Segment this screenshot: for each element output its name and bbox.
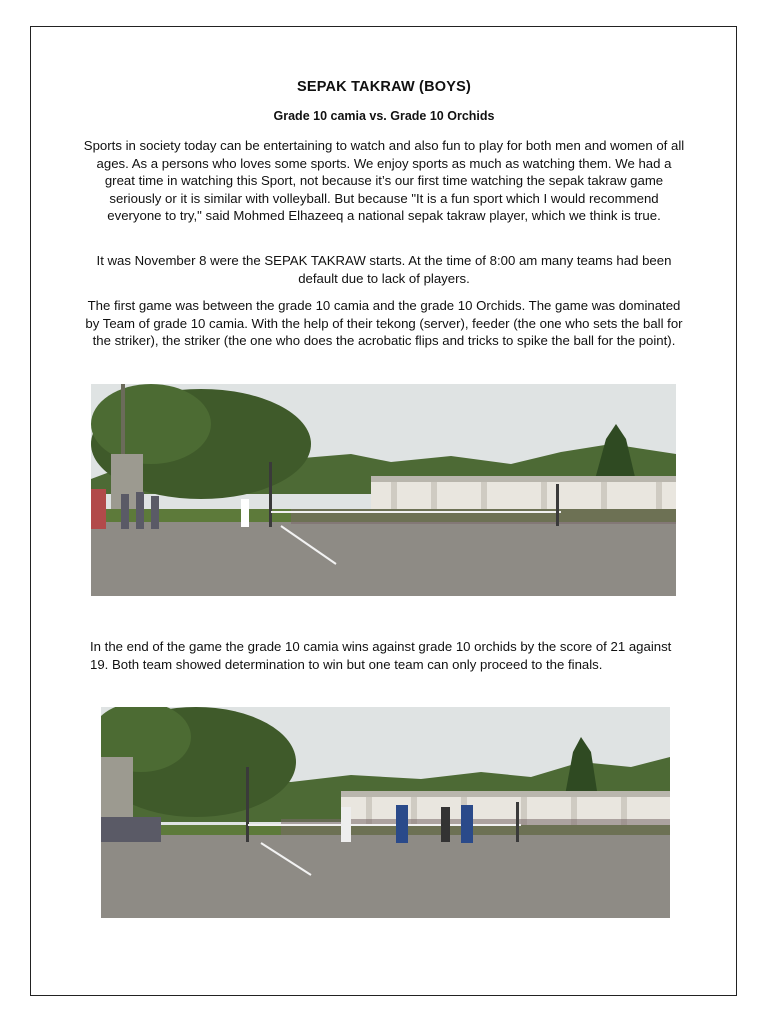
document-subtitle: Grade 10 camia vs. Grade 10 Orchids [273,109,495,123]
document-title: SEPAK TAKRAW (BOYS) [296,79,472,95]
game-photo-1 [91,384,676,596]
game-photo-2 [101,707,670,918]
paragraph-date: It was November 8 were the SEPAK TAKRAW starts. At the time of 8:00 am many teams had been default due to lack of players. [96,253,672,286]
paragraph-intro: Sports in society today can be entertaining to watch and also fun to play for both men and women of all ages. As a persons who loves some sports. We enjoy sports as much as watching them. We had a great time in watching this Sport, not because it’s our first time watching the sepak takraw game seriously or it is similar with volleyball. But because "It is a fun sport which I would recommend everyone to try," said Mohmed Elhazeeq a national sepak takraw player, which we think is true. [83,138,685,224]
paragraph-result: In the end of the game the grade 10 camia wins against grade 10 orchids by the score of 21 against 19. Both team showed determination to win but one team can only proceed to the finals. [90,639,672,672]
paragraph-first-game: The first game was between the grade 10 camia and the grade 10 Orchids. The game was dominated by Team of grade 10 camia. With the help of their tekong (server), feeder (the one who sets the ball for the striker), the striker (the one who does the acrobatic flips and tricks to spike the ball for the point). [85,298,683,349]
